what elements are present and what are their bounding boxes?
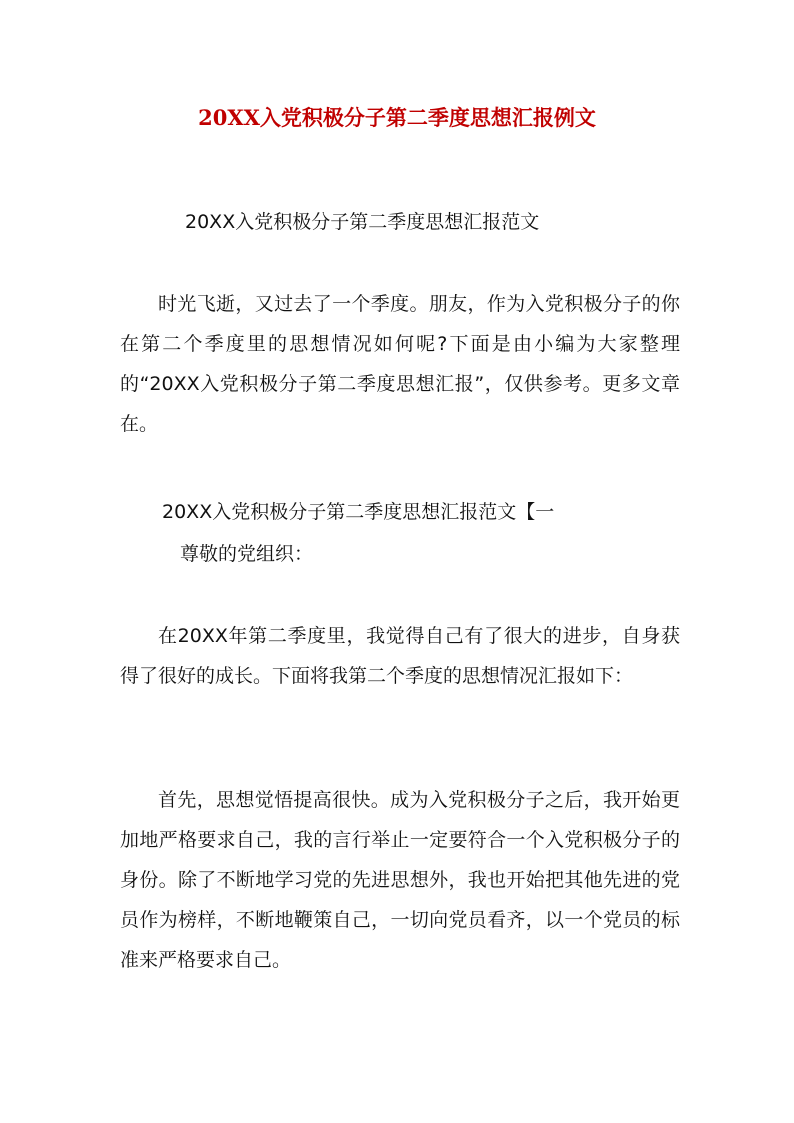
document-title: 20XX入党积极分子第二季度思想汇报例文 <box>198 105 596 130</box>
section-heading: 20XX入党积极分子第二季度思想汇报范文【一 <box>162 501 555 523</box>
document-subtitle: 20XX入党积极分子第二季度思想汇报范文 <box>185 211 540 233</box>
body-paragraph-1: 在20XX年第二季度里，我觉得自己有了很大的进步，自身获得了很好的成长。下面将我第二个季度的思想情况汇报如下： <box>120 625 680 687</box>
body-paragraph-2: 首先，思想觉悟提高很快。成为入党积极分子之后，我开始更加地严格要求自己，我的言行举止一定要符合一个入党积极分子的身份。除了不断地学习党的先进思想外，我也开始把其他先进的党员作为榜样，不断地鞭策自己，一切向党员看齐，以一个党员的标准来严格要求自己。 <box>120 789 680 971</box>
salutation: 尊敬的党组织： <box>180 543 314 565</box>
intro-paragraph: 时光飞逝，又过去了一个季度。朋友，作为入党积极分子的你在第二个季度里的思想情况如何呢?下面是由小编为大家整理的“20XX入党积极分子第二季度思想汇报”，仅供参考。更多文章在。 <box>120 293 680 435</box>
